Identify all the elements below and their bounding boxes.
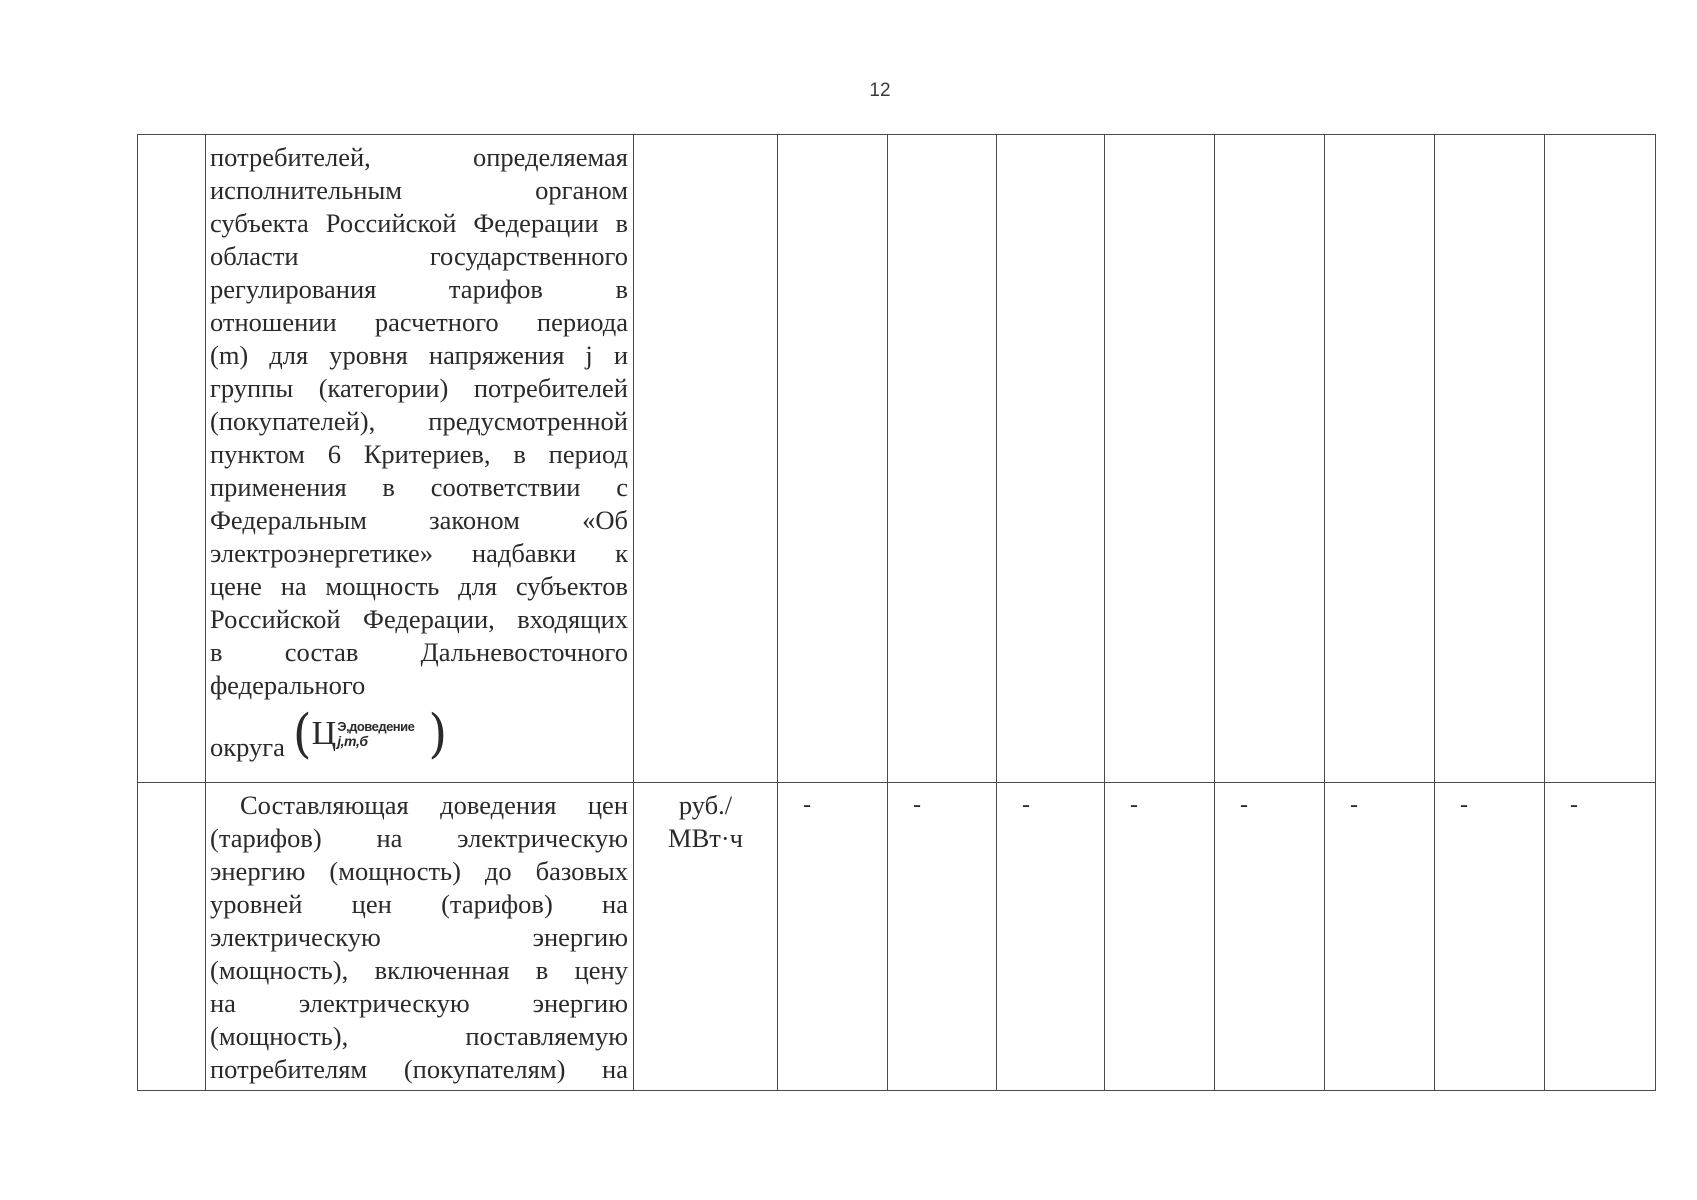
- text-line: Федеральным законом «Об: [210, 505, 628, 535]
- value-cell: [888, 783, 997, 1091]
- formula-subscript: j,m,б: [337, 733, 368, 749]
- dash-value: -: [1022, 792, 1030, 818]
- value-cell: [1105, 783, 1215, 1091]
- text-line: области государственного: [210, 241, 628, 271]
- value-cell: [1325, 783, 1435, 1091]
- unit-cell: [634, 783, 778, 1091]
- text-line: (m) для уровня напряжения j и: [210, 340, 628, 370]
- value-cell: [1215, 783, 1325, 1091]
- value-cell: [1325, 135, 1435, 783]
- value-cell: [888, 135, 997, 783]
- value-cell: [1545, 135, 1656, 783]
- text-line: (покупателей), предусмотренной: [210, 406, 628, 436]
- value-cell: [997, 783, 1105, 1091]
- formula-open-paren: (: [292, 703, 312, 765]
- dash-value: -: [1570, 792, 1578, 818]
- table-row: [138, 783, 1656, 1091]
- text-line: пунктом 6 Критериев, в период: [210, 439, 628, 469]
- text-line: Российской Федерации, входящих: [210, 604, 628, 634]
- formula-close-paren: ): [428, 703, 448, 765]
- formula-base-symbol: Ц: [311, 715, 337, 752]
- description-cell: [206, 135, 634, 783]
- dash-value: -: [803, 792, 811, 818]
- dash-value: -: [1350, 792, 1358, 818]
- unit-line: руб./: [678, 790, 733, 820]
- unit-cell: [634, 135, 778, 783]
- text-line: в состав Дальневосточного: [210, 637, 628, 667]
- value-cell: [778, 135, 888, 783]
- text-line: на электрическую энергию: [210, 988, 628, 1018]
- value-cell: [997, 135, 1105, 783]
- text-line: группы (категории) потребителей: [210, 373, 628, 403]
- text-line: исполнительным органом: [210, 175, 628, 205]
- text-line: (тарифов) на электрическую: [210, 823, 628, 853]
- dash-value: -: [913, 792, 921, 818]
- text-line: применения в соответствии с: [210, 472, 628, 502]
- dash-value: -: [1240, 792, 1248, 818]
- text-line: (мощность), включенная в цену: [210, 955, 628, 985]
- value-cell: [1545, 783, 1656, 1091]
- price-formula: [292, 703, 448, 765]
- formula-superscript: Э,доведение: [337, 719, 415, 734]
- table-row: [138, 135, 1656, 783]
- dash-value: -: [1460, 792, 1468, 818]
- description-cell: [206, 783, 634, 1091]
- tariff-table: [137, 134, 1656, 1091]
- value-cell: [1435, 135, 1545, 783]
- value-cell: [1215, 135, 1325, 783]
- okruga-word: округа: [210, 732, 285, 762]
- dash-value: -: [1130, 792, 1138, 818]
- text-line: (мощность), поставляемую: [210, 1021, 628, 1051]
- text-line: цене на мощность для субъектов: [210, 571, 628, 601]
- text-line: федерального: [210, 670, 366, 700]
- text-line: электроэнергетике» надбавки к: [210, 538, 628, 568]
- value-cell: [778, 783, 888, 1091]
- text-line: Составляющая доведения цен: [240, 790, 628, 820]
- value-cell: [1105, 135, 1215, 783]
- value-cell: [1435, 783, 1545, 1091]
- text-line: электрическую энергию: [210, 922, 628, 952]
- page-number: 12: [869, 80, 891, 101]
- text-line: потребителей, определяемая: [210, 142, 628, 172]
- text-line: энергию (мощность) до базовых: [210, 856, 628, 886]
- text-line: отношении расчетного периода: [210, 307, 628, 337]
- row-number-cell: [138, 135, 206, 783]
- okruga-line: [210, 702, 628, 764]
- text-line: регулирования тарифов в: [210, 274, 628, 304]
- text-line: субъекта Российской Федерации в: [210, 208, 628, 238]
- unit-line: МВт·ч: [668, 823, 743, 853]
- text-line: потребителям (покупателям) на: [210, 1054, 628, 1084]
- row-number-cell: [138, 783, 206, 1091]
- text-line: уровней цен (тарифов) на: [210, 889, 628, 919]
